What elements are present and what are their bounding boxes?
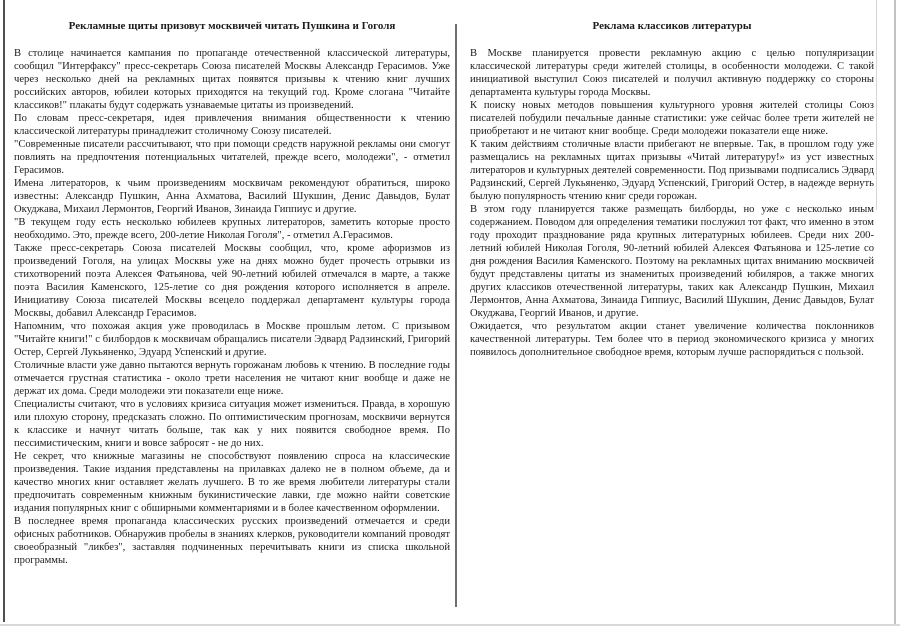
paragraph: Специалисты считают, что в условиях кризиса ситуация может измениться. Правда, в хорошую или плохую сторону, предсказать сложно. По оптимистическим прогнозам, москвичи вернутся к классике и начнут читать больше, так как у них появится свободное время. По пессимистическим, книги и вовсе забросят - не до них. (14, 399, 450, 449)
paragraph: Имена литераторов, к чьим произведениям москвичам рекомендуют обратиться, широко известны: Александр Пушкин, Анна Ахматова, Василий Шукшин, Денис Давыдов, Булат Окуджава, Михаил Лермонтов, Георгий Иванов, Зинаида Гиппиус и другие. (14, 178, 450, 215)
paragraph: Столичные власти уже давно пытаются вернуть горожанам любовь к чтению. В последние годы отмечается грустная статистика - около трети населения не читают книг вообще и даже не держат их дома. Среди молодежи эти показатели еще ниже. (14, 360, 450, 397)
column-divider-line (455, 24, 457, 607)
left-article (14, 20, 450, 567)
paragraph: В последнее время пропаганда классических русских произведений отмечается и среди офисных работников. Обнаружив пробелы в знаниях клерков, руководители компаний проводят своеобразный "ликбез", заставляя подчиненных перечитывать книги из списка школьной программы. (14, 516, 450, 566)
right-article (470, 20, 874, 359)
paragraph: Не секрет, что книжные магазины не способствуют появлению спроса на классические произведения. Такие издания представлены на прилавках далеко не в полном объеме, да и качество многих книг оставляет желать лучшего. В то же время любители литературы стали предпочитать современным книжным букинистические лавки, где можно найти советские издания популярных книг с обширными комментариями и в более качественном оформлении. (14, 451, 450, 514)
paragraph: Ожидается, что результатом акции станет увеличение количества поклонников качественной литературы. Тем более что в период экономического кризиса у многих появилось дополнительное свободное время, которым лучше распорядиться с пользой. (470, 321, 874, 358)
paragraph: По словам пресс-секретаря, идея привлечения внимания общественности к чтению классической литературы принадлежит столичному Союзу писателей. (14, 113, 450, 137)
paragraph: В этом году планируется также размещать билборды, но уже с несколько иным содержанием. Поводом для определения тематики послужил тот факт, что именно в этом году проходит празднование ряда крупных литературных юбилеев. Среди них 200-летний юбилей Николая Гоголя, 90-летний юбилей Алексея Фатьянова и 125-летие со дня рождения Василия Каменского. Поэтому на рекламных щитах вниманию москвичей будут представлены цитаты из знаменитых произведений юбиляров, а также многих других классиков отечественной литературы, таких как Александр Пушкин, Михаил Лермонтов, Анна Ахматова, Зинаида Гиппиус, Василий Шукшин, Денис Давыдов, Булат Окуджава, Георгий Иванов, и другие. (470, 204, 874, 319)
paragraph: В столице начинается кампания по пропаганде отечественной классической литературы, сообщил "Интерфаксу" пресс-секретарь Союза писателей Москвы Александр Герасимов. Уже через несколько дней на рекламных щитах появятся призывы к чтению книг лучших российских авторов, юбилеи которых приходятся на текущий год. Кроме слогана "Читайте классиков!" плакаты будут содержать узнаваемые цитаты из произведений. (14, 48, 450, 111)
paragraph: К поиску новых методов повышения культурного уровня жителей столицы Союз писателей побудили печальные данные статистики: уже сейчас более трети жителей не приобретают и не читают книг вообще. Среди молодежи показатели еще ниже. (470, 100, 874, 137)
paragraph: В Москве планируется провести рекламную акцию с целью популяризации классической литературы среди жителей столицы, в особенности молодежи. С такой инициативой выступил Союз писателей и получил активную поддержку со стороны департамента культуры города Москвы. (470, 48, 874, 98)
paragraph: Также пресс-секретарь Союза писателей Москвы сообщил, что, кроме афоризмов из произведений Гоголя, на улицах Москвы уже на днях можно будет прочесть отрывки из стихотворений поэта Алексея Фатьянова, чей 90-летний юбилей отмечался в марте, а также поэта Василия Каменского, 125-летие со дня рождения которого исполняется в апреле. Инициативу Союза писателей Москвы всецело поддержал департамент культуры города Москвы, добавил Александр Герасимов. (14, 243, 450, 319)
right-frame-line (894, 0, 896, 626)
paragraph: Напомним, что похожая акция уже проводилась в Москве прошлым летом. С призывом "Читайте книги!" с билбордов к москвичам обращались писатели Эдвард Радзинский, Григорий Остер, Сергей Лукьяненко, Эдуард Успенский и другие. (14, 321, 450, 358)
left-frame-line (3, 0, 5, 622)
left-article-title: Рекламные щиты призовут москвичей читать Пушкина и Гоголя (68, 20, 396, 32)
paragraph: К таким действиям столичные власти прибегают не впервые. Так, в прошлом году уже размещались на рекламных щитах призывы «Читай литературу!» из уст известных литераторов и культурных деятелей современности. Под призывами подписались Эдвард Радзинский, Сергей Лукьяненко, Эдуард Успенский, Григорий Остер, в надежде вернуть былую популярность чтению книг среди горожан. (470, 139, 874, 202)
bottom-frame-line (0, 624, 900, 626)
paragraph: "В текущем году есть несколько юбилеев крупных литераторов, заметить которые просто необходимо. Это, прежде всего, 200-летие Николая Гоголя", - отметил А.Герасимов. (14, 217, 450, 241)
right-article-title: Реклама классиков литературы (592, 20, 752, 32)
paragraph: "Современные писатели рассчитывают, что при помощи средств наружной рекламы они смогут повлиять на предпочтения потенциальных читателей, прежде всего, молодежи", - отметил Герасимов. (14, 139, 450, 176)
right-inner-edge-line (876, 0, 877, 210)
